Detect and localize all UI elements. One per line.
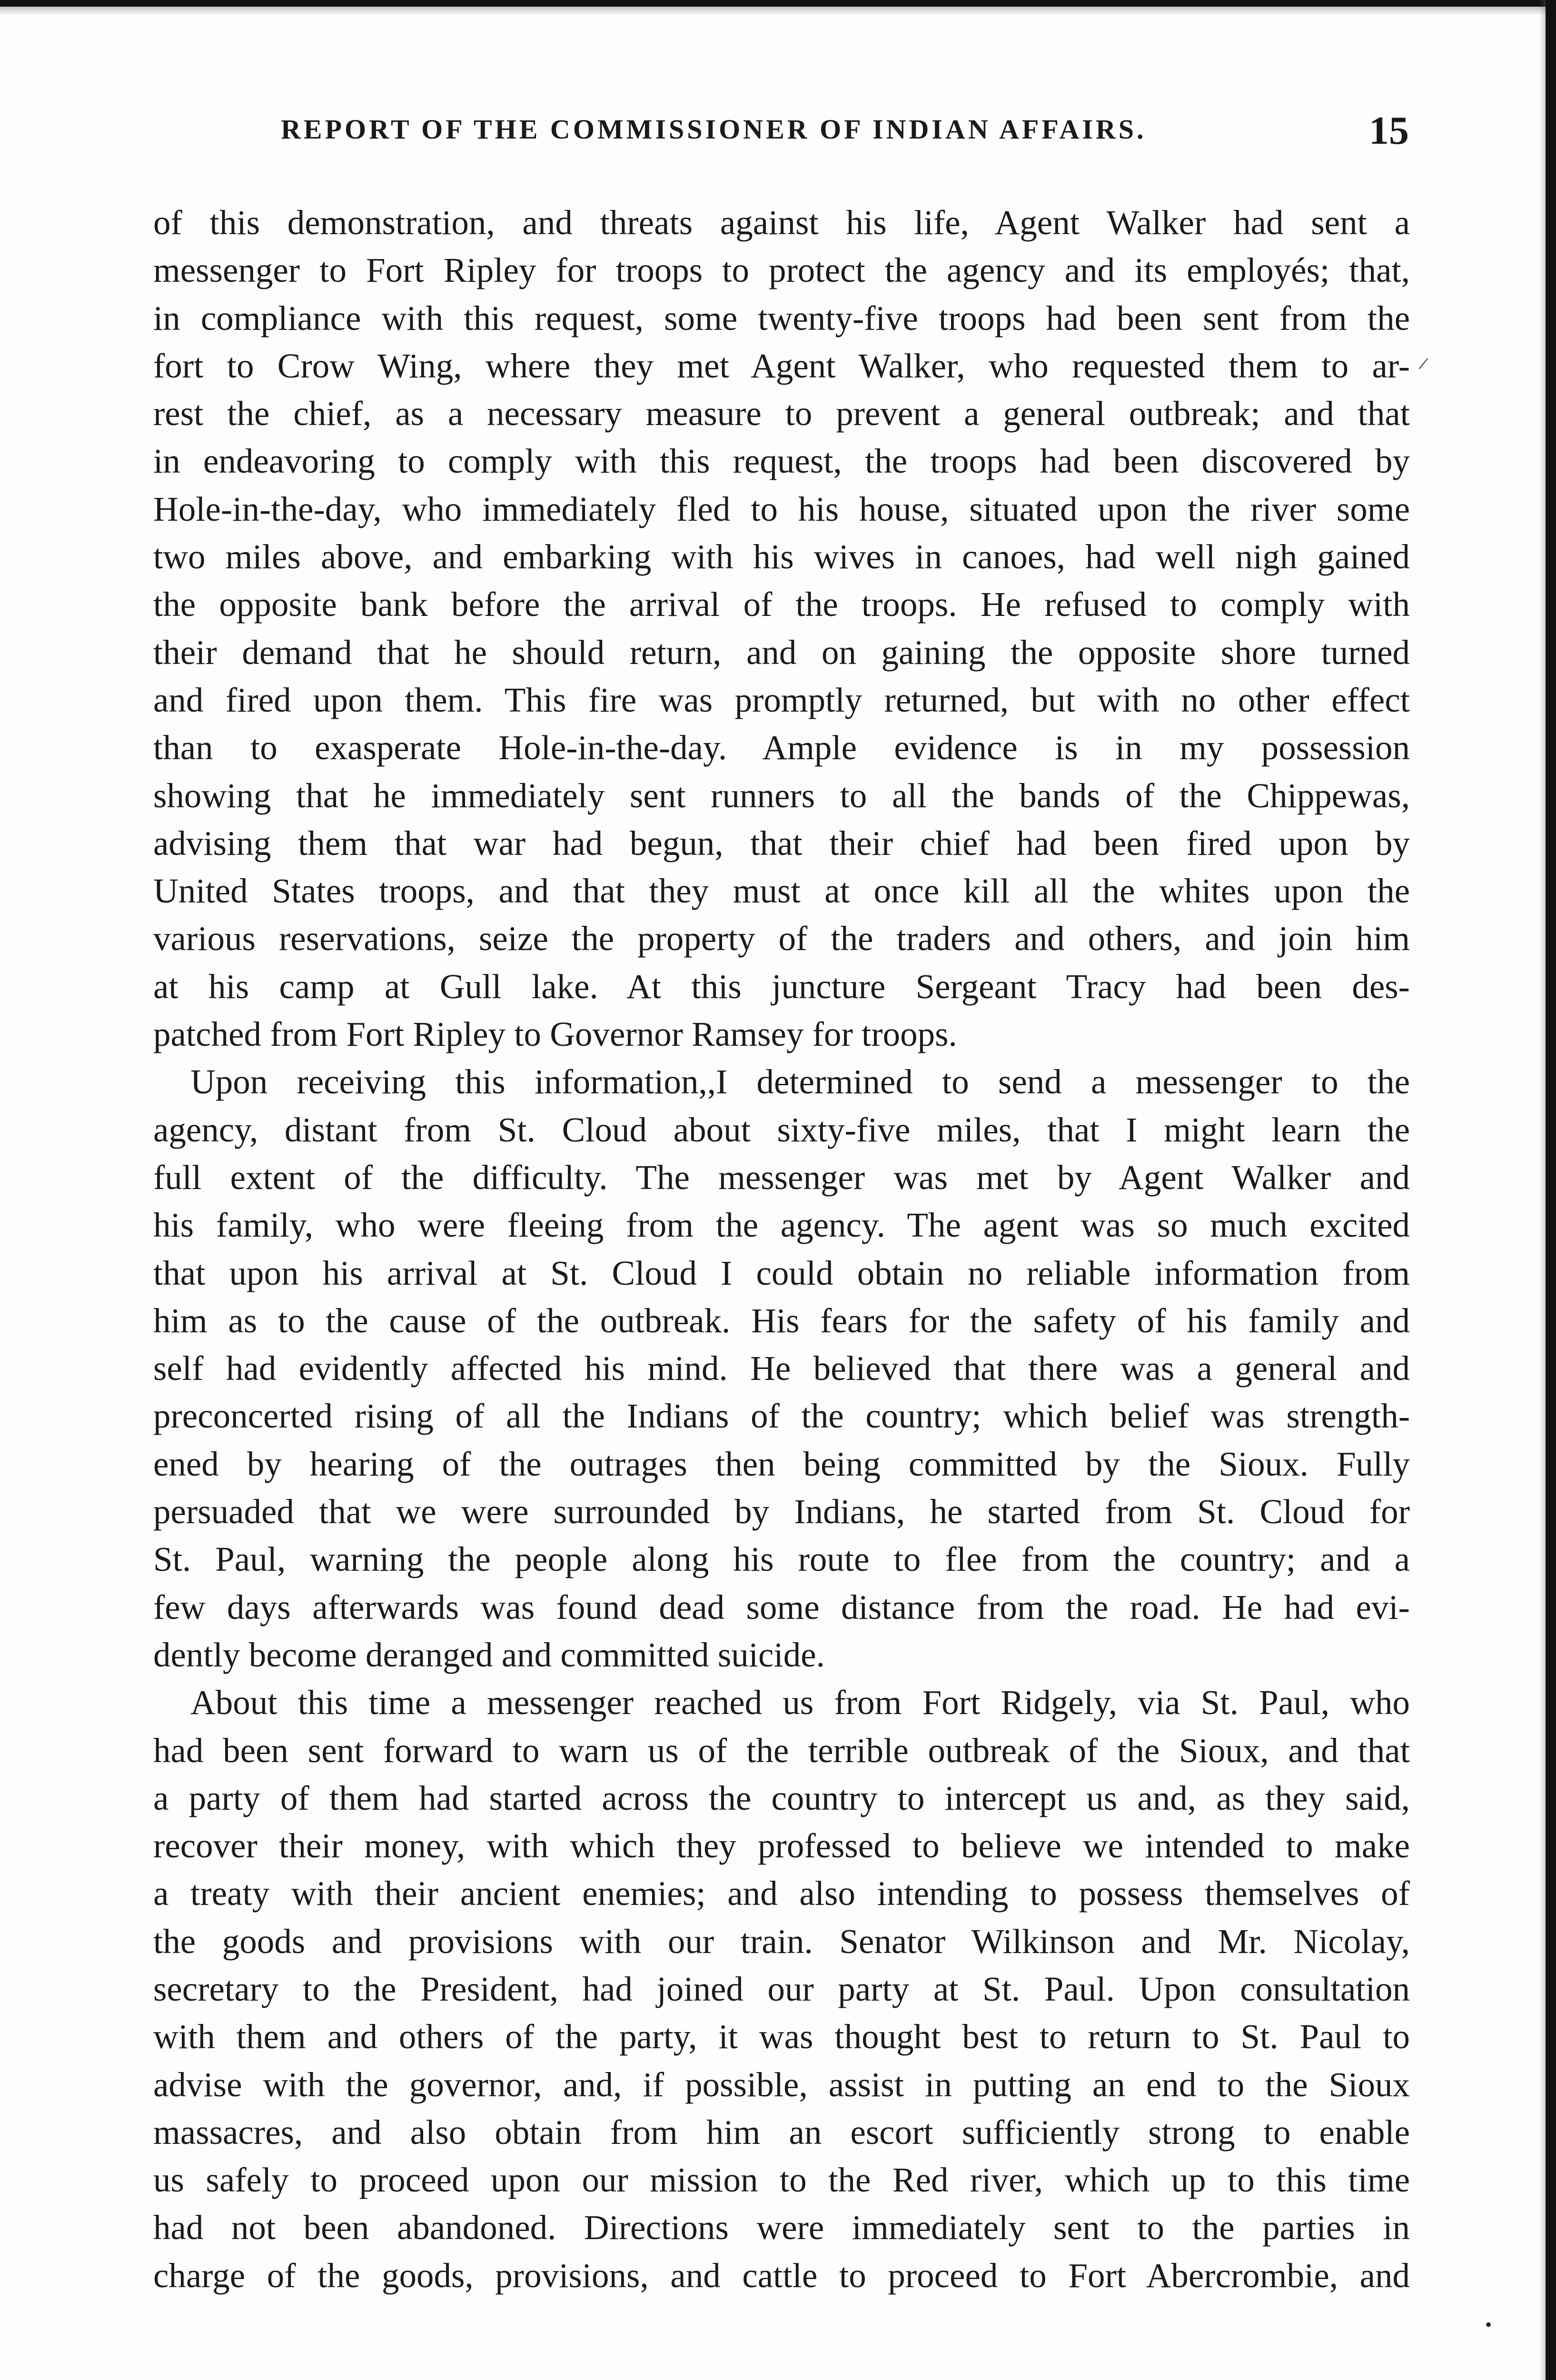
text-line: of this demonstration, and threats against his life, Agent Walker had sent a [153,203,1410,242]
text-line: two miles above, and embarking with his wives in canoes, had well nigh gained [153,537,1410,576]
text-line: us safely to proceed upon our mission to the Red river, which up to this time [153,2161,1410,2200]
text-line: advise with the governor, and, if possible, assist in putting an end to the Sioux [153,2065,1410,2104]
scan-top-shadow [0,7,1556,15]
page-number: 15 [1369,109,1409,153]
ink-speck: / [1417,352,1430,375]
text-line: patched from Fort Ripley to Governor Ramsey for troops. [153,1015,957,1054]
text-line: him as to the cause of the outbreak. His fears for the safety of his family and [153,1301,1410,1340]
text-line: in endeavoring to comply with this request, the troops had been discovered by [153,442,1410,481]
text-line: preconcerted rising of all the Indians of the country; which belief was strength- [153,1397,1410,1436]
text-line: their demand that he should return, and on gaining the opposite shore turned [153,633,1410,672]
text-line: various reservations, seize the property of the traders and others, and join him [153,919,1410,958]
text-line: with them and others of the party, it was thought best to return to St. Paul to [153,2017,1410,2056]
text-line: the goods and provisions with our train. Senator Wilkinson and Mr. Nicolay, [153,1922,1410,1961]
text-line: charge of the goods, provisions, and cattle to proceed to Fort Abercrombie, and [153,2256,1410,2295]
text-line: United States troops, and that they must at once kill all the whites upon the [153,872,1410,911]
text-line: a party of them had started across the country to intercept us and, as they said, [153,1778,1410,1817]
ink-speck: • [1485,2314,1492,2335]
text-line: persuaded that we were surrounded by Indians, he started from St. Cloud for [153,1492,1410,1531]
text-line: the opposite bank before the arrival of the troops. He refused to comply with [153,585,1410,624]
text-line: than to exasperate Hole-in-the-day. Ample evidence is in my possession [153,728,1410,767]
text-line: showing that he immediately sent runners to all the bands of the Chippewas, [153,776,1410,815]
text-line: fort to Crow Wing, where they met Agent Walker, who requested them to ar- [153,346,1410,385]
scan-right-shadow [1539,0,1546,2380]
scan-right-border [1546,0,1556,2380]
body-text [153,199,1410,2300]
text-line: St. Paul, warning the people along his route to flee from the country; and a [153,1540,1410,1579]
text-line: dently become deranged and committed suicide. [153,1635,825,1674]
text-line: at his camp at Gull lake. At this juncture Sergeant Tracy had been des- [153,967,1410,1006]
text-line: secretary to the President, had joined our party at St. Paul. Upon consultation [153,1969,1410,2008]
paragraph-first-line: About this time a messenger reached us from Fort Ridgely, via St. Paul, who [190,1683,1410,1722]
text-line: Hole-in-the-day, who immediately fled to his house, situated upon the river some [153,489,1410,528]
text-line: and fired upon them. This fire was promptly returned, but with no other effect [153,680,1410,719]
text-line: self had evidently affected his mind. He believed that there was a general and [153,1349,1410,1388]
text-line: messenger to Fort Ripley for troops to protect the agency and its employés; that, [153,251,1410,290]
text-line: his family, who were fleeing from the agency. The agent was so much excited [153,1206,1410,1245]
text-line: agency, distant from St. Cloud about sixty-five miles, that I might learn the [153,1110,1410,1149]
text-line: advising them that war had begun, that their chief had been fired upon by [153,823,1410,863]
text-line: had been sent forward to warn us of the terrible outbreak of the Sioux, and that [153,1731,1410,1770]
text-line: that upon his arrival at St. Cloud I could obtain no reliable information from [153,1253,1410,1292]
running-head: REPORT OF THE COMMISSIONER OF INDIAN AFFAIRS. [281,114,1147,145]
text-line: few days afterwards was found dead some distance from the road. He had evi- [153,1587,1410,1626]
text-line: rest the chief, as a necessary measure to prevent a general outbreak; and that [153,394,1410,433]
text-line: a treaty with their ancient enemies; and also intending to possess themselves of [153,1874,1410,1913]
text-line: full extent of the difficulty. The messenger was met by Agent Walker and [153,1158,1410,1197]
text-line: in compliance with this request, some twenty-five troops had been sent from the [153,298,1410,337]
text-line: had not been abandoned. Directions were immediately sent to the parties in [153,2208,1410,2247]
text-line: massacres, and also obtain from him an escort sufficiently strong to enable [153,2112,1410,2152]
scan-top-border [0,0,1556,7]
text-line: ened by hearing of the outrages then being committed by the Sioux. Fully [153,1444,1410,1483]
paragraph-first-line: Upon receiving this information,,I determined to send a messenger to the [190,1062,1410,1101]
text-line: recover their money, with which they professed to believe we intended to make [153,1826,1410,1865]
